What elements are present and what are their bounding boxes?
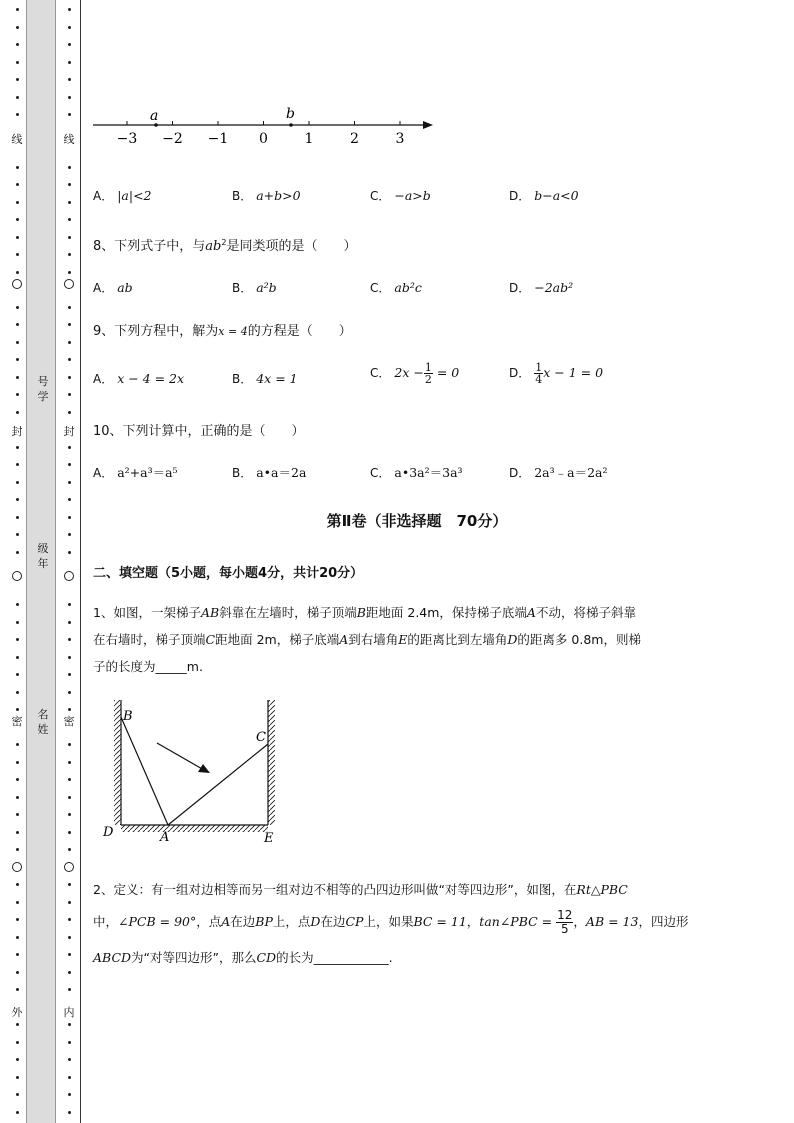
- q10-option-a[interactable]: A． a²+a³＝a⁵: [93, 465, 178, 480]
- margin-dot: [68, 918, 71, 921]
- ladder-left: [121, 717, 168, 825]
- margin-dot: [16, 533, 19, 536]
- binding-margin: [0, 0, 84, 1123]
- margin-dot: [68, 376, 71, 379]
- margin-dot: [68, 183, 71, 186]
- margin-dot: [16, 341, 19, 344]
- fill-question-2: 2、定义：有一组对边相等而另一组对边不相等的凸四边形叫做“对等四边形”，如图，在Rt△PBC: [93, 882, 628, 897]
- section-title: 第Ⅱ卷（非选择题 70分）: [326, 512, 508, 530]
- margin-dot: [68, 673, 71, 676]
- number-line-figure: [90, 100, 440, 150]
- margin-dot: [68, 813, 71, 816]
- name-label: 名姓: [37, 708, 49, 736]
- margin-dot: [68, 988, 71, 991]
- seal-label-inner: 封: [63, 425, 75, 438]
- fill-question-1: 1、如图，一架梯子AB斜靠在左墙时，梯子顶端B距地面 2.4m，保持梯子底端A不动，将梯子斜靠 在右墙时，梯子顶端C距地面 2m，梯子底端A到右墙角E的距离比到左墙角D的距离多 0.8m，则梯 子的长度为_____m.: [93, 605, 641, 674]
- q10-option-c[interactable]: C． a•3a²＝3a³: [370, 465, 463, 480]
- margin-dot: [68, 498, 71, 501]
- q9-option-b[interactable]: B． 4x = 1: [232, 371, 298, 386]
- margin-dot: [16, 201, 19, 204]
- q7-option-b[interactable]: B． a+b>0: [232, 188, 301, 203]
- margin-dot: [68, 656, 71, 659]
- number-line-arrow: [423, 121, 433, 129]
- margin-dot: [68, 901, 71, 904]
- number-line-tick-label: 3: [395, 131, 405, 147]
- margin-dot: [16, 621, 19, 624]
- circle-marker: [64, 571, 74, 581]
- label-E: E: [264, 831, 274, 846]
- ground-hatch: [121, 825, 268, 832]
- number-line-tick-label: −2: [162, 131, 183, 147]
- margin-dot: [68, 533, 71, 536]
- margin-dot: [16, 848, 19, 851]
- margin-dot: [16, 971, 19, 974]
- margin-dot: [16, 883, 19, 886]
- margin-dot: [16, 96, 19, 99]
- margin-dot: [16, 778, 19, 781]
- answer-blank-2[interactable]: ____________: [313, 950, 389, 965]
- move-arrow: [157, 743, 204, 770]
- line-label-inner: 线: [63, 133, 75, 146]
- point-b-dot: [289, 123, 293, 127]
- margin-dot: [16, 796, 19, 799]
- margin-dot: [16, 831, 19, 834]
- fraction-12-5: $\frac{12}{5}$: [557, 908, 573, 936]
- outer-label: 外: [11, 1006, 23, 1019]
- point-a-label: a: [150, 108, 159, 124]
- margin-dot: [16, 183, 19, 186]
- margin-dot: [68, 708, 71, 711]
- margin-dot: [68, 638, 71, 641]
- circle-marker: [12, 862, 22, 872]
- margin-dot: [16, 26, 19, 29]
- q8-option-d[interactable]: D． −2ab²: [509, 280, 574, 295]
- margin-dot: [16, 113, 19, 116]
- margin-dot: [16, 936, 19, 939]
- q10-stem: 10、下列计算中，正确的是（ ）: [93, 424, 305, 439]
- margin-dot: [16, 376, 19, 379]
- number-line-tick-label: 2: [350, 131, 359, 147]
- fraction-one-half: $\frac{1}{2}$: [424, 361, 432, 386]
- margin-dot: [16, 271, 19, 274]
- fill-question-2-line3: ABCD为“对等四边形”，那么CD的长为____________.: [93, 950, 393, 965]
- margin-dot: [16, 78, 19, 81]
- margin-dot: [68, 603, 71, 606]
- margin-dot: [68, 761, 71, 764]
- q7-option-d[interactable]: D． b−a<0: [509, 188, 579, 203]
- binding-border-line: [80, 0, 81, 1123]
- margin-dot: [16, 901, 19, 904]
- margin-dot: [68, 96, 71, 99]
- margin-dot: [16, 1076, 19, 1079]
- margin-dot: [68, 848, 71, 851]
- margin-dot: [16, 463, 19, 466]
- margin-dot: [68, 971, 71, 974]
- q9-stem: 9、下列方程中，解为x = 4的方程是（ ）: [93, 324, 352, 339]
- q8-option-c[interactable]: C． ab²c: [370, 280, 422, 295]
- margin-dot: [16, 166, 19, 169]
- margin-dot: [16, 743, 19, 746]
- ladder-right: [168, 744, 268, 825]
- q9-option-d[interactable]: D． $\frac{1}{4}$ x − 1 = 0: [509, 361, 604, 386]
- margin-dot: [68, 481, 71, 484]
- answer-blank-1[interactable]: _____: [155, 659, 187, 674]
- margin-dot: [68, 743, 71, 746]
- q8-option-b[interactable]: B． a²b: [232, 280, 277, 295]
- margin-dot: [68, 1023, 71, 1026]
- margin-dot: [68, 61, 71, 64]
- label-B: B: [123, 709, 133, 724]
- margin-dot: [68, 201, 71, 204]
- move-arrow-head: [198, 764, 210, 773]
- margin-dot: [16, 43, 19, 46]
- circle-marker: [64, 862, 74, 872]
- circle-marker: [12, 571, 22, 581]
- q8-option-a[interactable]: A． ab: [93, 280, 133, 295]
- margin-dot: [68, 411, 71, 414]
- margin-dot: [16, 1058, 19, 1061]
- number-line-tick-label: 0: [259, 131, 268, 147]
- margin-dot: [16, 691, 19, 694]
- margin-dot: [68, 78, 71, 81]
- margin-dot: [68, 883, 71, 886]
- margin-dot: [68, 393, 71, 396]
- student-id-label: 号学: [37, 375, 49, 403]
- label-A: A: [160, 830, 170, 845]
- left-wall-hatch: [114, 700, 121, 825]
- margin-dot: [16, 638, 19, 641]
- margin-dot: [16, 393, 19, 396]
- margin-dot: [68, 691, 71, 694]
- grade-label: 级年: [37, 542, 49, 570]
- margin-dot: [16, 8, 19, 11]
- secret-label-inner: 密: [63, 715, 75, 728]
- margin-dot: [16, 306, 19, 309]
- margin-dot: [16, 481, 19, 484]
- margin-dot: [16, 358, 19, 361]
- margin-dot: [16, 603, 19, 606]
- margin-dot: [16, 1023, 19, 1026]
- fraction-one-quarter: $\frac{1}{4}$: [535, 361, 543, 386]
- margin-dot: [16, 953, 19, 956]
- margin-dot: [68, 43, 71, 46]
- margin-dot: [68, 1058, 71, 1061]
- margin-dot: [68, 306, 71, 309]
- q10-option-b[interactable]: B． a•a＝2a: [232, 465, 307, 480]
- margin-dot: [16, 411, 19, 414]
- number-line-tick-label: 1: [304, 131, 314, 147]
- margin-dot: [16, 236, 19, 239]
- seal-label-outer: 封: [11, 425, 23, 438]
- q7-option-a[interactable]: A． |a|<2: [93, 188, 152, 203]
- margin-dot: [68, 236, 71, 239]
- margin-dot: [16, 498, 19, 501]
- margin-dot: [68, 446, 71, 449]
- margin-dot: [16, 656, 19, 659]
- margin-dot: [16, 761, 19, 764]
- margin-dot: [16, 813, 19, 816]
- margin-dot: [16, 218, 19, 221]
- inner-label: 内: [63, 1006, 75, 1019]
- margin-dot: [16, 708, 19, 711]
- margin-dot: [68, 323, 71, 326]
- margin-dot: [68, 1111, 71, 1114]
- margin-dot: [68, 218, 71, 221]
- q9-option-c[interactable]: C． 2x − $\frac{1}{2}$ = 0: [370, 361, 460, 386]
- margin-dot: [68, 1093, 71, 1096]
- label-C: C: [256, 730, 266, 745]
- part-heading: 二、填空题（5小题，每小题4分，共计20分）: [93, 566, 364, 581]
- margin-dot: [68, 1076, 71, 1079]
- right-wall-hatch: [268, 700, 275, 825]
- margin-dot: [68, 8, 71, 11]
- number-line-tick-label: −1: [207, 131, 229, 147]
- fill-question-2-line2: 中，∠PCB = 90°，点A在边BP上，点D在边CP上，如果BC = 11，tan∠PBC = $\frac{12}{5}$ ，AB = 13，四边形: [93, 908, 689, 936]
- margin-dot: [16, 1111, 19, 1114]
- margin-dot: [68, 113, 71, 116]
- ladder-figure: [100, 695, 290, 850]
- q7-option-c[interactable]: C． −a>b: [370, 188, 431, 203]
- margin-dot: [16, 253, 19, 256]
- margin-dot: [68, 831, 71, 834]
- point-b-label: b: [286, 106, 295, 122]
- number-line-tick-label: −3: [116, 131, 138, 147]
- circle-marker: [64, 279, 74, 289]
- margin-dot: [16, 1041, 19, 1044]
- margin-dot: [68, 778, 71, 781]
- secret-label-outer: 密: [11, 715, 23, 728]
- margin-dot: [16, 551, 19, 554]
- margin-dot: [68, 551, 71, 554]
- margin-dot: [16, 988, 19, 991]
- margin-dot: [16, 918, 19, 921]
- margin-dot: [68, 796, 71, 799]
- margin-dot: [16, 1093, 19, 1096]
- margin-dot: [68, 1041, 71, 1044]
- margin-dot: [68, 271, 71, 274]
- margin-dot: [68, 953, 71, 956]
- label-D: D: [103, 825, 114, 840]
- margin-dot: [16, 323, 19, 326]
- margin-dot: [16, 61, 19, 64]
- q8-stem: 8、下列式子中，与$ab^2$是同类项的是（ ）: [93, 238, 357, 254]
- line-label-outer: 线: [11, 133, 23, 146]
- margin-dot: [68, 341, 71, 344]
- margin-dot: [68, 936, 71, 939]
- margin-dot: [68, 621, 71, 624]
- circle-marker: [12, 279, 22, 289]
- margin-dot: [68, 166, 71, 169]
- margin-dot: [68, 358, 71, 361]
- margin-dot: [16, 446, 19, 449]
- q10-option-d[interactable]: D． 2a³﹣a＝2a²: [509, 465, 608, 480]
- q9-option-a[interactable]: A． x − 4 = 2x: [93, 371, 185, 386]
- margin-dot: [68, 463, 71, 466]
- margin-dot: [16, 673, 19, 676]
- margin-dot: [68, 253, 71, 256]
- margin-dot: [68, 26, 71, 29]
